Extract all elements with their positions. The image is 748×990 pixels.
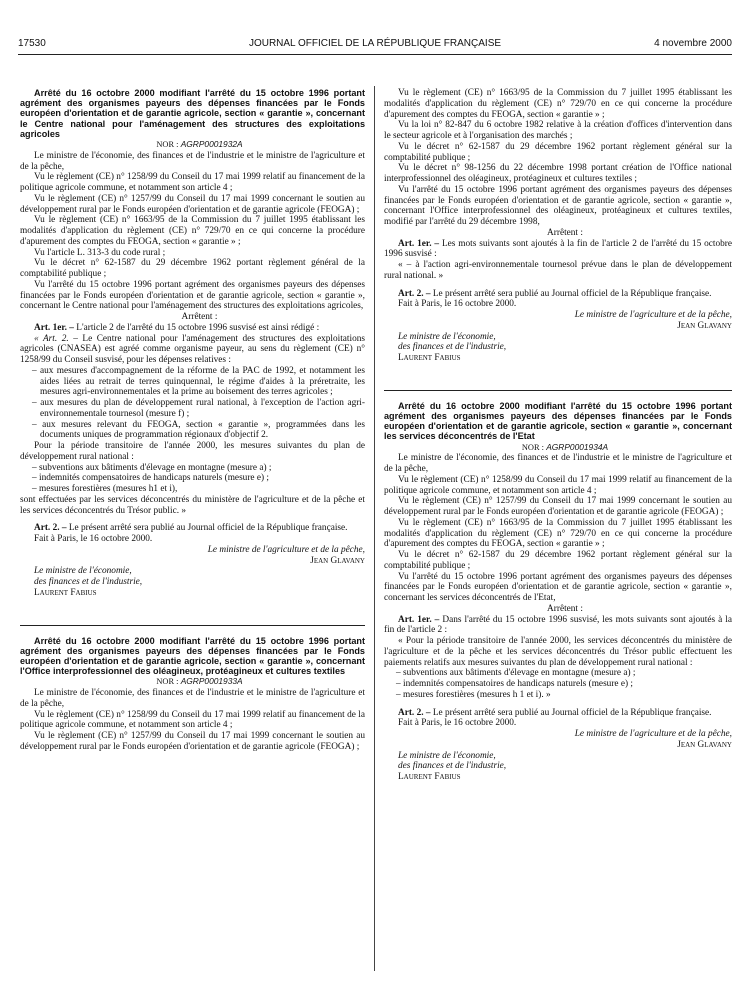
decree1-vu: Vu le règlement (CE) n° 1258/99 du Conseil du 17 mai 1999 relatif au financement de la politique agricole commune, et notamment son article 4 ; xyxy=(20,172,365,194)
decree3-vu: Vu le règlement (CE) n° 1258/99 du Conseil du 17 mai 1999 relatif au financement de la politique agricole commune, et notamment son article 4 ; xyxy=(384,474,732,496)
decree3-title: Arrêté du 16 octobre 2000 modifiant l'arrêté du 15 octobre 1996 portant agrément des organismes payeurs des dépenses financées par le Fonds européen d'orientation et de garantie agricole, section « garantie », concernant les services déconcentrés de l'Etat xyxy=(384,400,732,442)
decree1-article-2 xyxy=(20,523,365,534)
decree1-art1-text: L'article 2 de l'arrêté du 15 octobre 1996 susvisé est ainsi rédigé : xyxy=(76,322,320,333)
decree2-vu: Vu l'arrêté du 15 octobre 1996 portant agrément des organismes payeurs des dépenses financées par le Fonds européen d'orientation et de garantie agricole, section « garantie », concernant l'Office interprofessionnel des oléagineux, protéagineux et cultures textiles, modifié par l'arrêté du 29 décembre 1998, xyxy=(384,184,732,227)
journal-title: JOURNAL OFFICIEL DE LA RÉPUBLIQUE FRANÇAISE xyxy=(248,38,502,49)
decree1-quote-text: Le Centre national pour l'aménagement des structures des exploitations agricoles (CNASEA) est agréé comme organisme payeur, au sens du règlement (CE) n° 1258/99 du Conseil susvisé, pour les dépenses relatives : xyxy=(20,333,365,366)
list-item: – subventions aux bâtiments d'élevage en montagne (mesure a) ; xyxy=(396,668,732,679)
decree1-arretent: Arrêtent : xyxy=(181,312,218,323)
decree2-article-1 xyxy=(384,239,732,261)
decree2-intro: Le ministre de l'économie, des finances et de l'industrie et le ministre de l'agriculture et de la pêche, xyxy=(20,688,365,709)
list-item: – indemnités compensatoires de handicaps naturels (mesure e) ; xyxy=(396,679,732,690)
decree2-vu: Vu le règlement (CE) n° 1258/99 du Conseil du 17 mai 1999 relatif au financement de la politique agricole commune, et notamment son article 4 ; xyxy=(20,709,365,731)
decree3-nor-code: AGRP0001934A xyxy=(546,441,609,452)
decree3-done: Fait à Paris, le 16 octobre 2000. xyxy=(398,718,517,729)
decree1-vu: Vu le décret n° 62-1587 du 29 décembre 1962 portant règlement général de la comptabilité publique ; xyxy=(20,258,365,280)
decree1-quote-label: « Art. 2. – xyxy=(34,333,78,344)
decree1-art1-label: Art. 1er. – xyxy=(34,322,74,333)
decree1-nor xyxy=(20,139,365,151)
list-item: – mesures forestières (mesures h 1 et i). » xyxy=(396,690,732,701)
decree2-done: Fait à Paris, le 16 octobre 2000. xyxy=(398,299,517,310)
decree3-article-2 xyxy=(384,708,732,719)
decree2-art1-quote: « – à l'action agri-environnementale tournesol prévue dans le plan de développement rural national. » xyxy=(384,260,732,281)
decree3-article-1 xyxy=(384,615,732,637)
decree3-art1-label: Art. 1er. – xyxy=(398,614,440,625)
decree2-vu: Vu le décret n° 98-1256 du 22 décembre 1998 portant création de l'Office national interprofessionnel des oléagineux, protéagineux et cultures textiles ; xyxy=(384,163,732,184)
decree3-vu: Vu le règlement (CE) n° 1257/99 du Conseil du 17 mai 1999 concernant le soutien au développement rural par le Fonds européen d'orientation et de garantie agricole (FEOGA) ; xyxy=(384,496,732,518)
decree3-sig-eco-title1: Le ministre de l'économie, xyxy=(398,750,496,761)
decree1-closing: sont effectuées par les services déconcentrés du ministère de l'agriculture et de la pêche et les services déconcentrés du Trésor public. » xyxy=(20,494,365,516)
decree1-measures xyxy=(20,463,365,495)
decree2-arretent: Arrêtent : xyxy=(547,227,583,238)
page-header xyxy=(18,38,732,52)
decree3-vu: Vu l'arrêté du 15 octobre 1996 portant agrément des organismes payeurs des dépenses financées par le Fonds européen d'orientation et de garantie agricole, section « garantie », concernant les services déconcentrés de l'Etat, xyxy=(384,571,732,604)
decree3-art2-label: Art. 2. – xyxy=(398,707,431,718)
issue-date: 4 novembre 2000 xyxy=(654,38,732,49)
decree1-sig-eco-title1: Le ministre de l'économie, xyxy=(34,566,132,577)
decree2-nor xyxy=(20,676,365,688)
list-item: – subventions aux bâtiments d'élevage en montagne (mesure a) ; xyxy=(32,463,365,474)
section-divider xyxy=(384,390,732,391)
decree1-nor-label: NOR : xyxy=(156,140,179,150)
left-column xyxy=(20,88,365,753)
decree3-sig-agri-title: Le ministre de l'agriculture et de la pêche, xyxy=(574,729,732,740)
section-divider xyxy=(20,625,365,626)
decree1-dash-list xyxy=(20,366,365,441)
decree3-vu: Vu le règlement (CE) n° 1663/95 de la Commission du 7 juillet 1995 établissant les modalités d'application du règlement (CE) n° 729/70 en ce qui concerne la procédure d'apurement des comptes du FEOGA, section « garantie » ; xyxy=(384,517,732,550)
decree2-vu: Vu le décret n° 62-1587 du 29 décembre 1962 portant règlement général sur la comptabilité publique ; xyxy=(384,141,732,163)
decree1-sig-eco-name: Laurent Fabius xyxy=(34,587,97,598)
decree2-article-2 xyxy=(384,289,732,300)
decree2-vu: Vu le règlement (CE) n° 1257/99 du Conseil du 17 mai 1999 concernant le soutien au développement rural par le Fonds européen d'orientation et de garantie agricole (FEOGA) ; xyxy=(20,731,365,752)
header-rule xyxy=(18,54,732,55)
decree3-nor-label: NOR : xyxy=(521,442,544,452)
decree1-quoted-article xyxy=(20,334,365,366)
list-item: – aux mesures du plan de développement rural national, à l'exception de l'action agri-environnementale tournesol (mesure f) ; xyxy=(32,398,365,420)
decree3-measures xyxy=(384,668,732,700)
decree2-art2-text: Le présent arrêté sera publié au Journal officiel de la République française. xyxy=(432,288,712,299)
decree3-sig-eco-title2: des finances et de l'industrie, xyxy=(398,761,507,772)
decree1-intro: Le ministre de l'économie, des finances et de l'industrie et le ministre de l'agriculture et de la pêche, xyxy=(20,150,365,172)
decree3-arretent: Arrêtent : xyxy=(547,603,583,614)
decree1-article-1 xyxy=(20,323,365,334)
decree3-nor xyxy=(384,442,732,454)
decree2-vu: Vu le règlement (CE) n° 1663/95 de la Commission du 7 juillet 1995 établissant les modalités d'application du règlement (CE) n° 729/70 en ce qui concerne la procédure d'apurement des comptes du FEOGA, section « garantie » ; xyxy=(384,88,732,120)
decree1-done: Fait à Paris, le 16 octobre 2000. xyxy=(34,534,153,545)
list-item: – aux mesures relevant du FEOGA, section « garantie », programmées dans les documents uniques de programmation régionaux d'objectif 2. xyxy=(32,420,365,442)
decree2-nor-label: NOR : xyxy=(156,677,179,687)
decree1-sig-agri-name: Jean Glavany xyxy=(310,555,365,566)
decree2-art2-label: Art. 2. – xyxy=(398,288,431,299)
page-number: 17530 xyxy=(18,38,46,49)
decree2-sig-agri-title: Le ministre de l'agriculture et de la pêche, xyxy=(574,310,732,320)
decree3-art1-text: Dans l'arrêté du 15 octobre 1996 susvisé, les mots suivants sont ajoutés à la fin de l'article 2 : xyxy=(384,614,732,636)
decree3-intro: Le ministre de l'économie, des finances et de l'industrie et le ministre de l'agriculture et de la pêche, xyxy=(384,453,732,475)
right-column xyxy=(384,88,732,783)
decree1-art2-label: Art. 2. – xyxy=(34,523,67,534)
column-divider xyxy=(374,86,375,971)
decree2-sig-agri-name: Jean Glavany xyxy=(677,320,732,331)
decree3-sig-eco-name: Laurent Fabius xyxy=(398,772,461,783)
decree1-vu: Vu l'article L. 313-3 du code rural ; xyxy=(34,247,166,258)
decree1-transition: Pour la période transitoire de l'année 2000, les mesures suivantes du plan de développement rural national : xyxy=(20,441,365,462)
decree1-vu: Vu le règlement (CE) n° 1257/99 du Conseil du 17 mai 1999 concernant le soutien au développement rural par le Fonds européen d'orientation et de garantie agricole (FEOGA) ; xyxy=(20,193,365,215)
list-item: – mesures forestières (mesures h1 et i), xyxy=(32,484,365,495)
decree2-art1-text: Les mots suivants sont ajoutés à la fin de l'article 2 de l'arrêté du 15 octobre 1996 susvisé : xyxy=(384,238,732,260)
decree3-sig-agri-name: Jean Glavany xyxy=(677,739,732,750)
decree1-art2-text: Le présent arrêté sera publié au Journal officiel de la République française. xyxy=(68,523,348,534)
decree1-vu: Vu l'arrêté du 15 octobre 1996 portant agrément des organismes payeurs des dépenses financées par le Fonds européen d'orientation et de garantie agricole, section « garantie », concernant le Centre national pour l'aménagement des structures des exploitations agricoles, xyxy=(20,279,365,312)
decree3-vu: Vu le décret n° 62-1587 du 29 décembre 1962 portant règlement général sur la comptabilité publique ; xyxy=(384,550,732,571)
decree2-art1-label: Art. 1er. – xyxy=(398,238,440,249)
decree2-sig-eco-name: Laurent Fabius xyxy=(398,353,461,363)
list-item: – aux mesures d'accompagnement de la réforme de la PAC de 1992, et notamment les aides liées au retrait de terres quinquennal, le régime d'aides à la préretraite, les mesures agri-environnementales et la prime au boisement des terres agricoles ; xyxy=(32,366,365,398)
decree1-sig-agri-title: Le ministre de l'agriculture et de la pêche, xyxy=(207,544,365,555)
decree3-art1-quote: « Pour la période transitoire de l'année 2000, les services déconcentrés du ministère de l'agriculture et de la pêche et les services déconcentrés du Trésor public effectuent les paiements relatifs aux mesures suivantes du plan de développement rural national : xyxy=(384,636,732,668)
decree2-nor-code: AGRP0001933A xyxy=(180,676,243,687)
list-item: – indemnités compensatoires de handicaps naturels (mesure e) ; xyxy=(32,473,365,484)
decree1-sig-eco-title2: des finances et de l'industrie, xyxy=(34,577,143,588)
decree2-vu: Vu la loi n° 82-847 du 6 octobre 1982 relative à la création d'offices d'intervention dans le secteur agricole et à l'organisation des marchés ; xyxy=(384,120,732,141)
decree1-title: Arrêté du 16 octobre 2000 modifiant l'arrêté du 15 octobre 1996 portant agrément des organismes payeurs des dépenses financées par le Fonds européen d'orientation et de garantie agricole, section « garantie », concernant le Centre national pour l'aménagement des structures des exploitations agricoles xyxy=(20,88,365,139)
decree1-vu: Vu le règlement (CE) n° 1663/95 de la Commission du 7 juillet 1995 établissant les modalités d'application du règlement (CE) n° 729/70 en ce qui concerne la procédure d'apurement des comptes du FEOGA, section « garantie » ; xyxy=(20,215,365,247)
decree2-title: Arrêté du 16 octobre 2000 modifiant l'arrêté du 15 octobre 1996 portant agrément des organismes payeurs des dépenses financées par le Fonds européen d'orientation et de garantie agricole, section « garantie », concernant l'Office interprofessionnel des oléagineux, protéagineux et cultures textiles xyxy=(20,635,365,677)
decree2-sig-eco-title2: des finances et de l'industrie, xyxy=(398,342,507,353)
decree2-sig-eco-title1: Le ministre de l'économie, xyxy=(398,331,496,342)
decree3-art2-text: Le présent arrêté sera publié au Journal officiel de la République française. xyxy=(432,707,712,718)
decree1-nor-code: AGRP0001932A xyxy=(180,139,243,150)
